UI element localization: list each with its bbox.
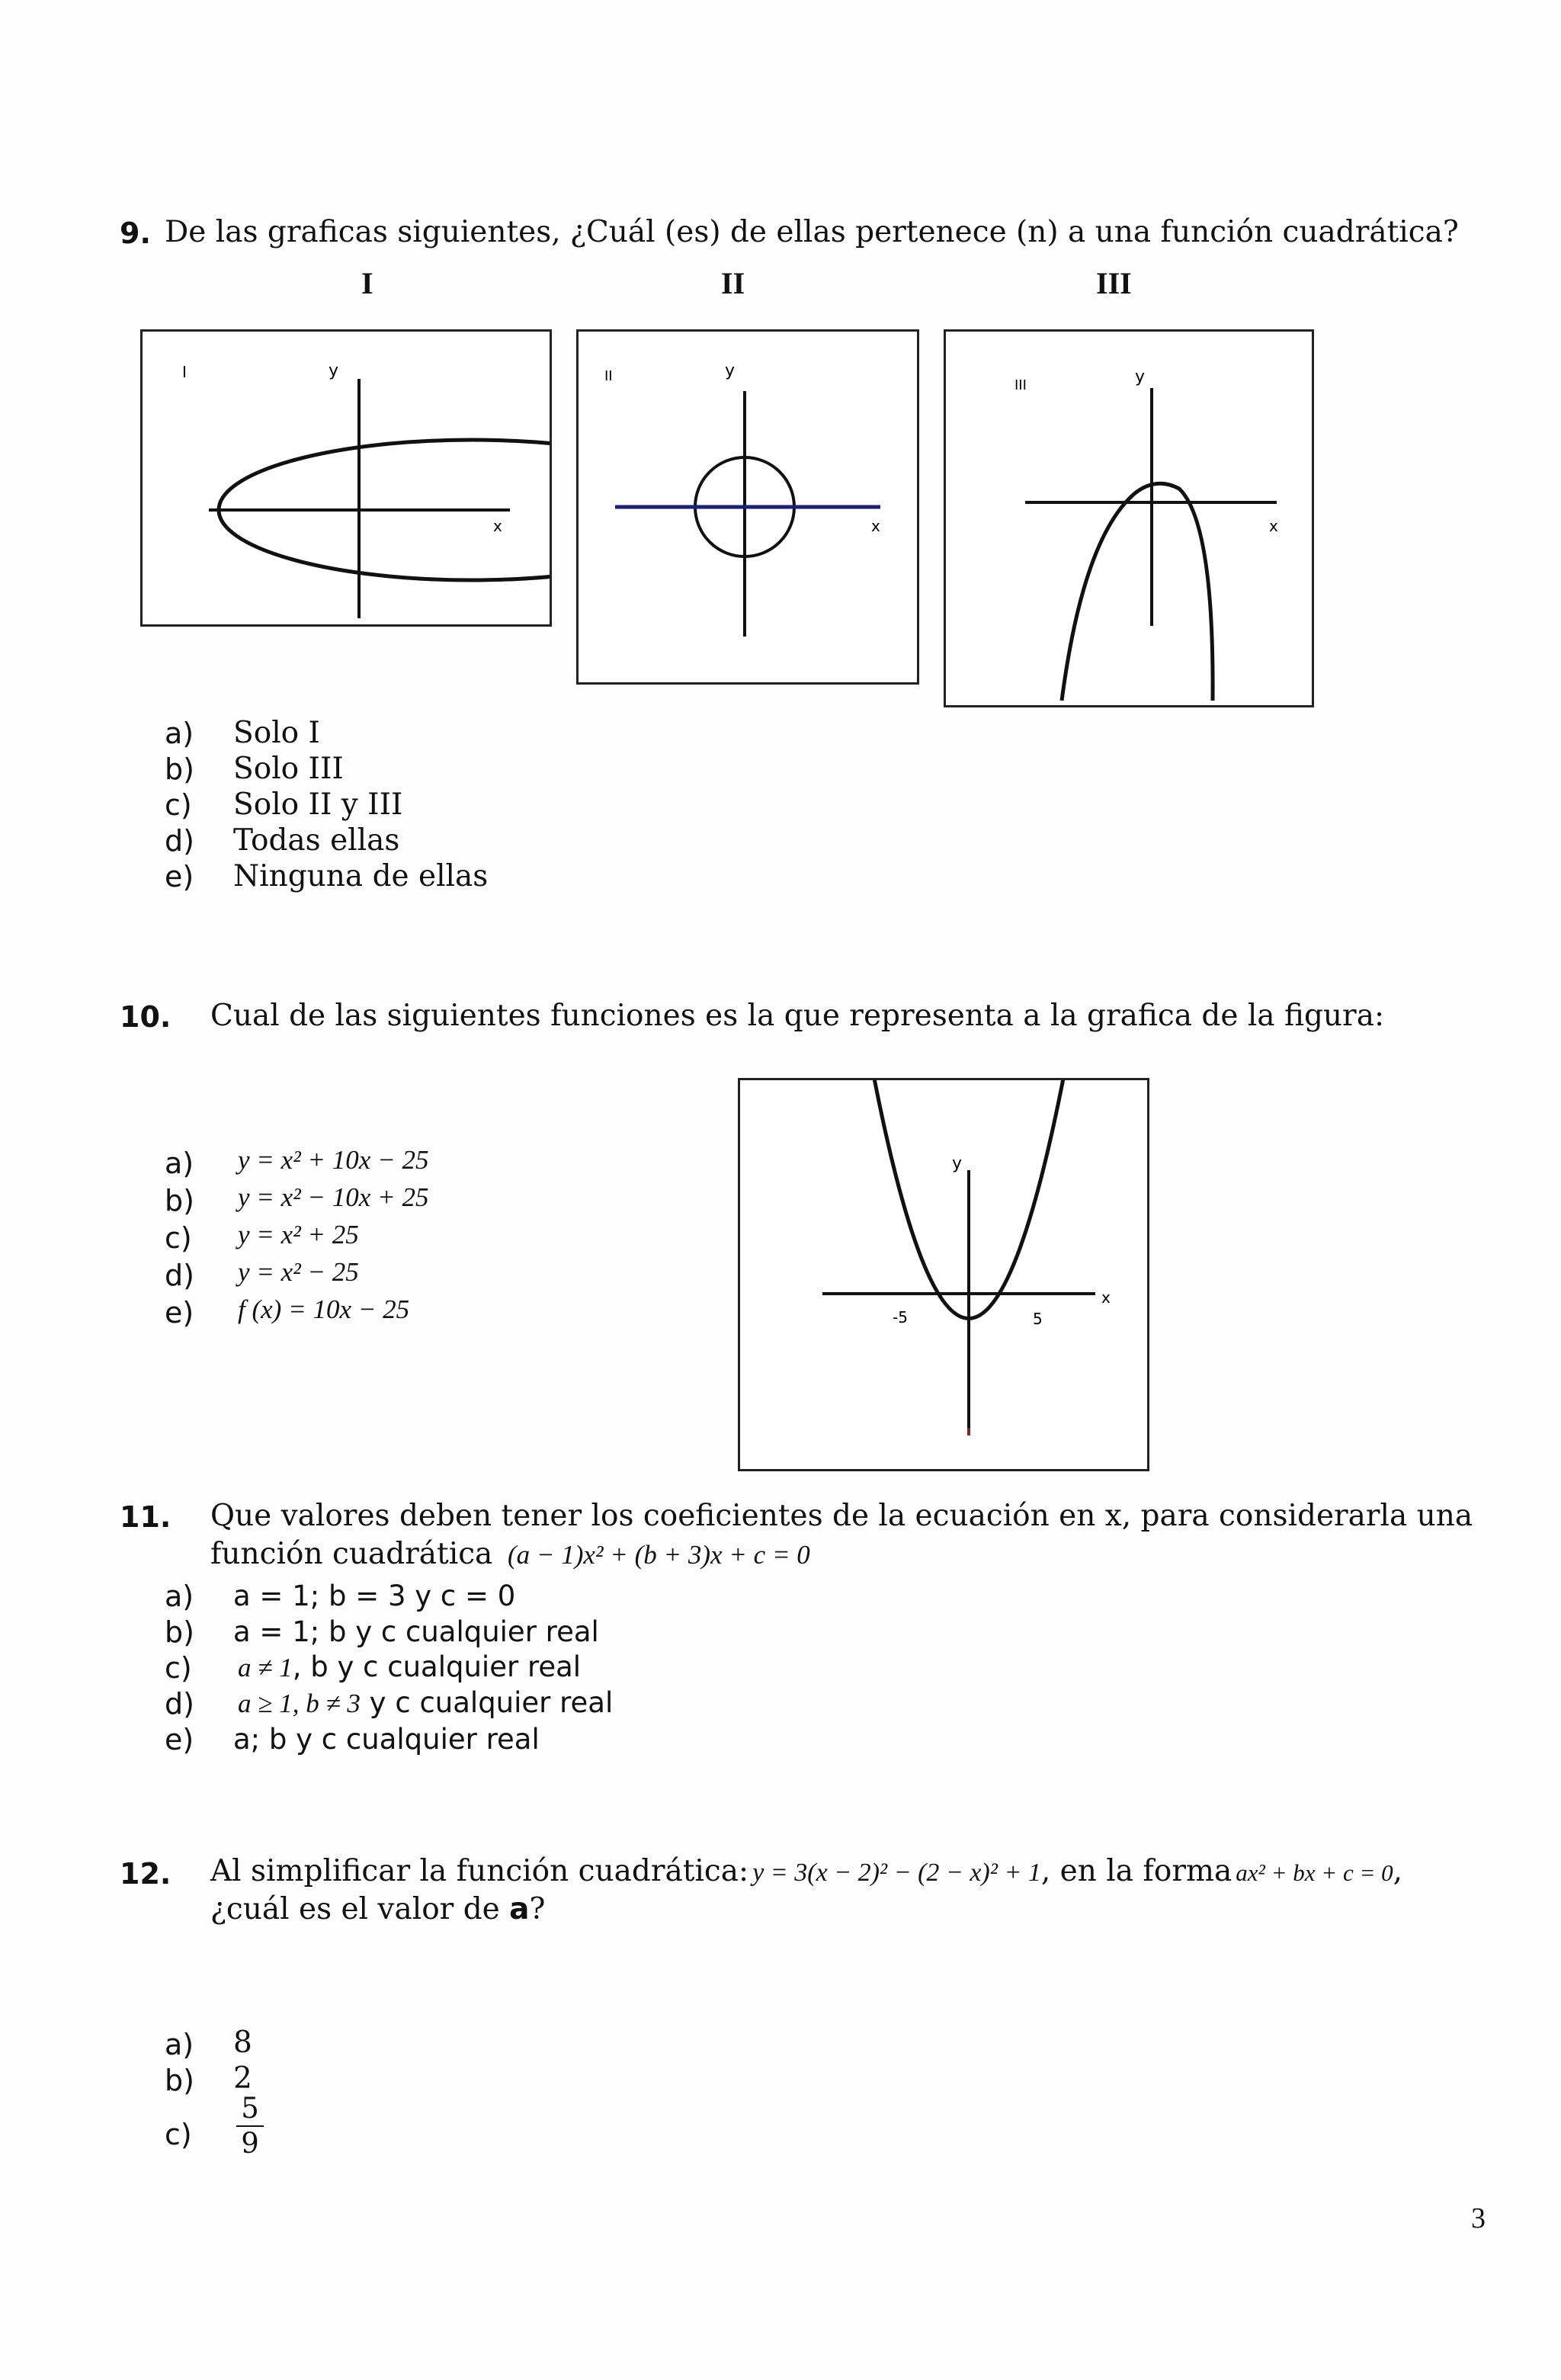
q10-graph-svg xyxy=(740,1080,1147,1469)
graph-iii-label: III xyxy=(1014,377,1027,393)
q11-line2: función cuadrática xyxy=(210,1537,493,1571)
q11-option-d-letter: d) xyxy=(165,1687,194,1721)
q12-equation: y = 3(x − 2)² − (2 − x)² + 1 xyxy=(752,1859,1041,1887)
graph-i-x-label: x xyxy=(493,517,502,535)
q12-mid: , en la forma xyxy=(1040,1854,1232,1888)
graph-i-y-label: y xyxy=(329,361,339,380)
q10-option-e-letter: e) xyxy=(165,1296,194,1330)
graph-ii-svg xyxy=(579,332,917,682)
q12-form: ax² + bx + c = 0 xyxy=(1236,1859,1393,1886)
q12-option-c-numerator: 5 xyxy=(241,2092,259,2125)
graph-iii-svg xyxy=(946,332,1312,705)
q11-option-e-letter: e) xyxy=(165,1723,194,1756)
q11-option-a-letter: a) xyxy=(165,1580,194,1613)
q10-text: Cual de las siguientes funciones es la que representa a la grafica de la figura: xyxy=(210,999,1385,1033)
q11-option-b-text: a = 1; b y c cualquier real xyxy=(233,1615,599,1648)
q11-option-c-letter: c) xyxy=(165,1651,192,1685)
graph-iii-curve xyxy=(1062,483,1213,701)
q12-lead: Al simplificar la función cuadrática: xyxy=(210,1854,749,1888)
q12-option-c-denominator: 9 xyxy=(241,2127,259,2160)
q10-graph xyxy=(738,1078,1149,1471)
graph-ii-y-label: y xyxy=(725,361,736,380)
q11-option-c-text: , b y c cualquier real xyxy=(292,1650,582,1683)
q11-option-b-letter: b) xyxy=(165,1615,194,1649)
q11-line1: Que valores deben tener los coeficientes de la ecuación en x, para considerarla una xyxy=(210,1499,1473,1533)
q11-option-d-math: a ≥ 1, b ≠ 3 xyxy=(238,1689,361,1718)
q12-option-c-letter: c) xyxy=(165,2118,192,2151)
q11-equation: (a − 1)x² + (b + 3)x + c = 0 xyxy=(508,1540,810,1570)
q12-line2 xyxy=(210,1892,545,1926)
q9-option-a-letter: a) xyxy=(165,717,194,750)
q10-option-a-letter: a) xyxy=(165,1147,194,1180)
q11-option-d-text: y c cualquier real xyxy=(360,1686,614,1719)
q10-graph-x-label: x xyxy=(1101,1288,1111,1307)
q9-text: De las graficas siguientes, ¿Cuál (es) de ellas pertenece (n) a una función cuadrática? xyxy=(165,215,1459,249)
q12-comma: , xyxy=(1393,1854,1403,1888)
q12-line2-bold: a xyxy=(509,1892,530,1926)
q12-option-b-letter: b) xyxy=(165,2064,194,2097)
q11-option-c-math: a ≠ 1 xyxy=(238,1653,293,1682)
q10-graph-y-label: y xyxy=(952,1154,963,1173)
q10-graph-tick-5: 5 xyxy=(1033,1310,1043,1328)
q9-option-d-text: Todas ellas xyxy=(233,823,400,858)
q12-option-a-text: 8 xyxy=(233,2026,252,2060)
q10-option-d-letter: d) xyxy=(165,1259,194,1292)
graph-ii-x-label: x xyxy=(871,517,880,535)
graph-ii-circle xyxy=(576,329,919,685)
q9-option-b-text: Solo III xyxy=(233,752,344,786)
q12-option-c-fraction xyxy=(233,2093,267,2159)
q9-option-d-letter: d) xyxy=(165,824,194,858)
q10-graph-tick-neg5: -5 xyxy=(893,1308,908,1326)
graph-i-ellipse xyxy=(140,329,552,627)
q12-line2-post: ? xyxy=(529,1892,546,1926)
page-number: 3 xyxy=(1471,2202,1486,2234)
q10-option-c-formula: y = x² + 25 xyxy=(238,1220,359,1249)
q9-header-i: I xyxy=(361,266,373,300)
graph-ii-label: II xyxy=(604,368,613,384)
q10-option-c-letter: c) xyxy=(165,1221,192,1255)
graph-i-svg xyxy=(143,332,550,624)
q9-option-b-letter: b) xyxy=(165,752,194,786)
q10-option-a-formula: y = x² + 10x − 25 xyxy=(238,1145,429,1175)
q9-header-iii: III xyxy=(1096,266,1132,300)
q9-option-e-letter: e) xyxy=(165,860,194,893)
q9-option-c-text: Solo II y III xyxy=(233,787,403,822)
q9-option-c-letter: c) xyxy=(165,788,192,822)
q12-option-b-text: 2 xyxy=(233,2061,252,2096)
q11-option-a-text: a = 1; b = 3 y c = 0 xyxy=(233,1580,516,1612)
q9-option-e-text: Ninguna de ellas xyxy=(233,859,489,893)
graph-i-label: I xyxy=(182,363,187,381)
graph-iii-y-label: y xyxy=(1135,367,1146,387)
q9-number: 9. xyxy=(120,217,151,250)
q10-option-b-formula: y = x² − 10x + 25 xyxy=(238,1182,429,1212)
q10-option-e-formula: f (x) = 10x − 25 xyxy=(238,1294,410,1324)
q9-option-a-text: Solo I xyxy=(233,716,320,750)
graph-iii-x-label: x xyxy=(1269,517,1278,535)
q10-option-d-formula: y = x² − 25 xyxy=(238,1257,359,1287)
q10-option-b-letter: b) xyxy=(165,1184,194,1217)
q12-number: 12. xyxy=(120,1857,171,1891)
q12-option-a-letter: a) xyxy=(165,2028,194,2061)
q10-number: 10. xyxy=(120,1000,171,1034)
q9-header-ii: II xyxy=(721,266,745,300)
q11-option-e-text: a; b y c cualquier real xyxy=(233,1723,540,1756)
q12-line2-pre: ¿cuál es el valor de xyxy=(210,1892,510,1926)
graph-iii-parabola xyxy=(944,329,1314,707)
q12-line1 xyxy=(210,1854,1402,1888)
q11-number: 11. xyxy=(120,1500,171,1534)
